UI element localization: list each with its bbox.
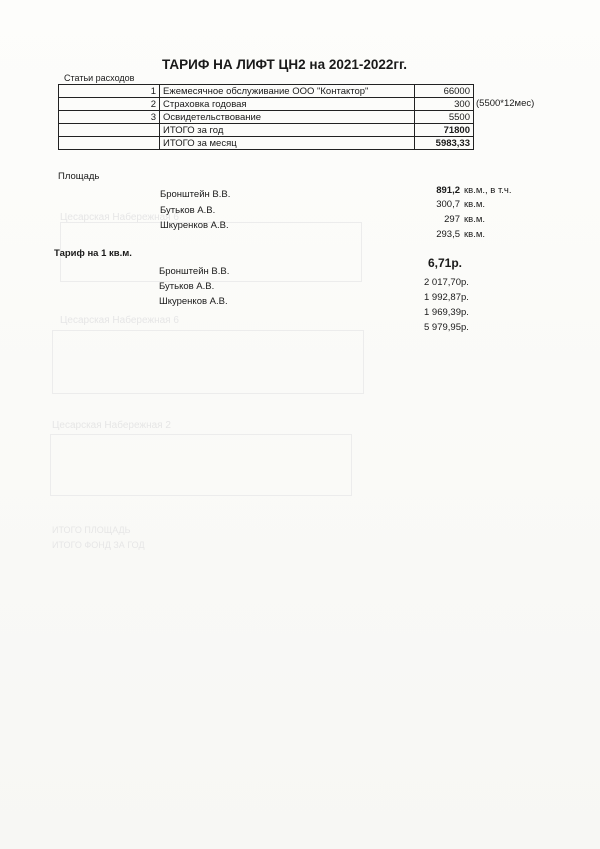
ghost-heading-3: Цесарская Набережная 2 (52, 420, 171, 431)
expenses-table (58, 84, 474, 150)
area-owner-unit: кв.м. (464, 229, 486, 240)
tariff-label: Тариф на 1 кв.м. (54, 248, 132, 259)
row-number: 3 (59, 111, 160, 124)
tariff-owner-name: Шкуренков А.В. (159, 296, 228, 307)
expense-value: 66000 (415, 85, 474, 98)
area-owner-value: 297 (444, 214, 460, 225)
table-row (59, 85, 474, 98)
area-label: Площадь (58, 171, 100, 182)
area-owner-value: 293,5 (436, 229, 460, 240)
expense-name: Ежемесячное обслуживание ООО "Контактор" (160, 85, 415, 98)
area-total-value: 891,2 (436, 185, 460, 196)
expenses-label: Статьи расходов (64, 73, 135, 83)
row-number (59, 124, 160, 137)
row-number: 2 (59, 98, 160, 111)
ghost-total-area: ИТОГО ПЛОЩАДЬ (52, 525, 131, 535)
year-total-value: 71800 (415, 124, 474, 137)
tariff-total-amount: 5 979,95р. (424, 322, 469, 333)
table-row (59, 111, 474, 124)
table-row (59, 124, 474, 137)
row-number (59, 137, 160, 150)
tariff-owner-name: Бронштейн В.В. (159, 266, 230, 277)
area-owner-value: 300,7 (436, 199, 460, 210)
expense-name: Освидетельствование (160, 111, 415, 124)
tariff-owner-name: Бутьков А.В. (159, 281, 215, 292)
ghost-table-3 (50, 434, 352, 496)
expense-name: ИТОГО за год (160, 124, 415, 137)
area-owner-name: Шкуренков А.В. (160, 220, 229, 231)
ghost-heading-1: Цесарская Набережная 6 (60, 212, 179, 223)
tariff-owner-amount: 2 017,70р. (424, 277, 469, 288)
area-owner-unit: кв.м. (464, 199, 486, 210)
ghost-heading-2: Цесарская Набережная 6 (60, 315, 179, 326)
area-owner-name: Бутьков А.В. (160, 205, 216, 216)
expense-value: 5500 (415, 111, 474, 124)
table-row (59, 137, 474, 150)
ghost-table-2 (52, 330, 364, 394)
expense-value: 300 (415, 98, 474, 111)
ghost-total-fund: ИТОГО ФОНД ЗА ГОД (52, 540, 145, 550)
expense-note: (5500*12мес) (476, 98, 535, 109)
month-total-value: 5983,33 (415, 137, 474, 150)
area-total-unit: кв.м., в т.ч. (464, 185, 512, 196)
expense-name: Страховка годовая (160, 98, 415, 111)
tariff-owner-amount: 1 969,39р. (424, 307, 469, 318)
expense-name: ИТОГО за месяц (160, 137, 415, 150)
tariff-value: 6,71р. (428, 256, 463, 270)
tariff-owner-amount: 1 992,87р. (424, 292, 469, 303)
row-number: 1 (59, 85, 160, 98)
area-owner-name: Бронштейн В.В. (160, 189, 231, 200)
area-owner-unit: кв.м. (464, 214, 486, 225)
page-title: ТАРИФ НА ЛИФТ ЦН2 на 2021-2022гг. (162, 57, 408, 72)
table-row (59, 98, 474, 111)
